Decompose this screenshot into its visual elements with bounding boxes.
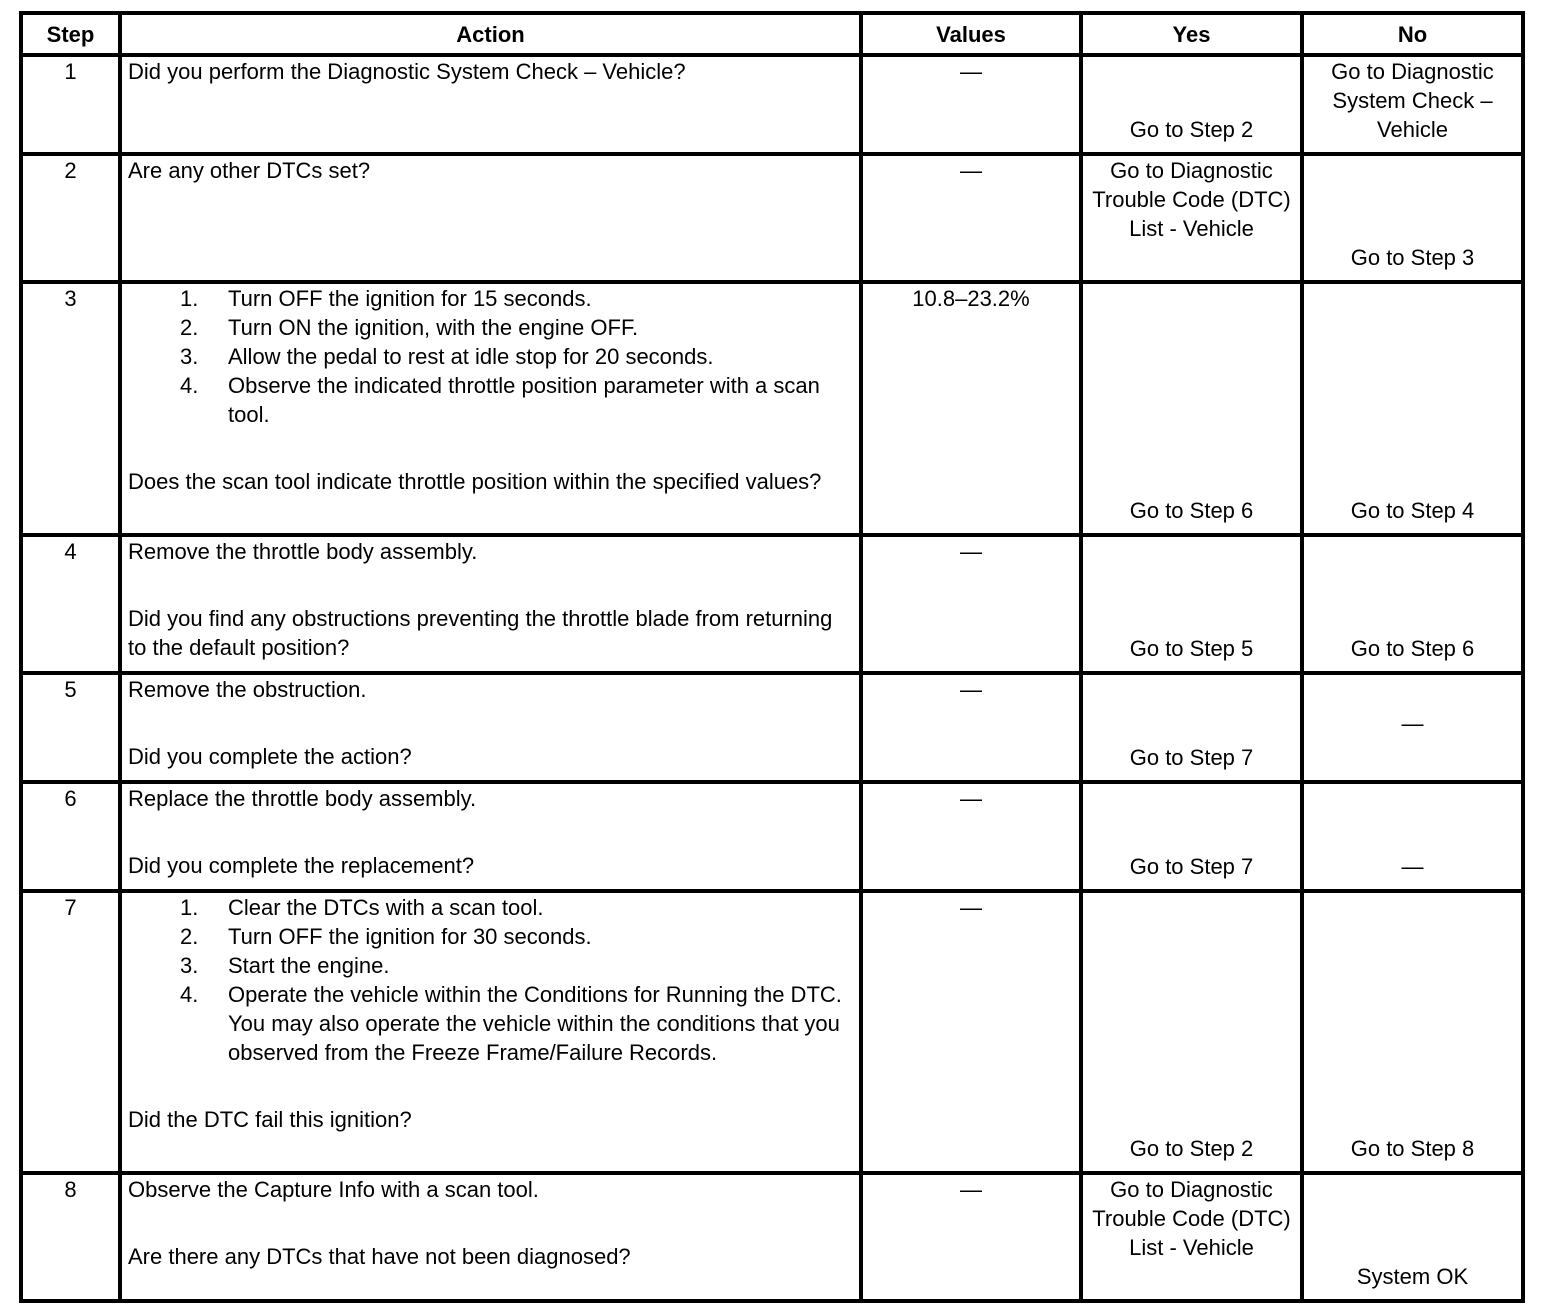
table-row [21, 154, 1523, 282]
no-text: Go to Diagnostic System Check – Vehicle [1331, 59, 1494, 142]
yes-cell [1081, 282, 1302, 535]
diagnostic-table [19, 11, 1525, 1303]
values-cell: — [861, 891, 1081, 1173]
no-cell [1302, 55, 1523, 154]
action-question: Did you complete the action? [128, 744, 412, 769]
table-row [21, 673, 1523, 782]
action-cell [120, 891, 861, 1173]
no-text: — [1401, 854, 1424, 879]
table-row [21, 55, 1523, 154]
list-item: 4. Operate the vehicle within the Conditions for Running the DTC. You may also operate the vehicle within the conditions that you observed from the Freeze Frame/Failure Records. [180, 982, 842, 1065]
step-number: 2 [21, 154, 120, 282]
step-number: 3 [21, 282, 120, 535]
header-yes: Yes [1081, 13, 1302, 55]
yes-text: Go to Diagnostic Trouble Code (DTC) List - Vehicle [1092, 1177, 1291, 1260]
yes-cell [1081, 673, 1302, 782]
no-cell [1302, 673, 1523, 782]
list-item: 1. Clear the DTCs with a scan tool. [180, 895, 544, 920]
action-cell [120, 1173, 861, 1301]
no-text: — [1401, 711, 1424, 736]
values-cell: — [861, 782, 1081, 891]
values-cell: — [861, 55, 1081, 154]
values-cell: — [861, 535, 1081, 673]
step-number: 4 [21, 535, 120, 673]
yes-cell [1081, 1173, 1302, 1301]
action-intro: Remove the throttle body assembly. [128, 539, 478, 564]
no-cell [1302, 535, 1523, 673]
yes-cell [1081, 535, 1302, 673]
list-item: 3. Start the engine. [180, 953, 390, 978]
yes-cell [1081, 891, 1302, 1173]
action-intro: Replace the throttle body assembly. [128, 786, 477, 811]
list-item: 3. Allow the pedal to rest at idle stop for 20 seconds. [180, 344, 714, 369]
table-row [21, 782, 1523, 891]
header-values: Values [861, 13, 1081, 55]
action-cell [120, 673, 861, 782]
values-cell: — [861, 154, 1081, 282]
action-question: Did you complete the replacement? [128, 853, 475, 878]
values-cell: — [861, 673, 1081, 782]
step-number: 7 [21, 891, 120, 1173]
action-question: Are any other DTCs set? [128, 158, 371, 183]
yes-text: Go to Step 5 [1129, 636, 1254, 661]
table-row [21, 891, 1523, 1173]
action-steps-list [128, 284, 853, 429]
no-text: Go to Step 4 [1350, 498, 1475, 523]
action-cell [120, 55, 861, 154]
yes-text: Go to Diagnostic Trouble Code (DTC) List - Vehicle [1092, 158, 1291, 241]
step-number: 8 [21, 1173, 120, 1301]
header-step: Step [21, 13, 120, 55]
yes-text: Go to Step 6 [1129, 498, 1254, 523]
action-cell [120, 535, 861, 673]
header-action: Action [120, 13, 861, 55]
header-no: No [1302, 13, 1523, 55]
values-cell: 10.8–23.2% [861, 282, 1081, 535]
step-number: 1 [21, 55, 120, 154]
yes-text: Go to Step 7 [1129, 854, 1254, 879]
action-question: Are there any DTCs that have not been diagnosed? [128, 1244, 631, 1269]
step-number: 6 [21, 782, 120, 891]
action-cell [120, 782, 861, 891]
yes-text: Go to Step 2 [1129, 117, 1254, 142]
action-cell [120, 154, 861, 282]
action-question: Did the DTC fail this ignition? [128, 1107, 412, 1132]
action-question: Did you perform the Diagnostic System Check – Vehicle? [128, 59, 686, 84]
action-steps-list [128, 893, 853, 1067]
list-item: 4. Observe the indicated throttle position parameter with a scan tool. [180, 373, 820, 427]
no-cell [1302, 154, 1523, 282]
table-row [21, 282, 1523, 535]
yes-text: Go to Step 2 [1129, 1136, 1254, 1161]
action-cell [120, 282, 861, 535]
yes-cell [1081, 154, 1302, 282]
list-item: 2. Turn ON the ignition, with the engine OFF. [180, 315, 639, 340]
action-intro: Remove the obstruction. [128, 677, 367, 702]
table-row [21, 535, 1523, 673]
yes-text: Go to Step 7 [1129, 745, 1254, 770]
yes-cell [1081, 55, 1302, 154]
list-item: 1. Turn OFF the ignition for 15 seconds. [180, 286, 592, 311]
values-cell: — [861, 1173, 1081, 1301]
no-text: System OK [1356, 1264, 1469, 1289]
no-text: Go to Step 8 [1350, 1136, 1475, 1161]
no-cell [1302, 1173, 1523, 1301]
yes-cell [1081, 782, 1302, 891]
list-item: 2. Turn OFF the ignition for 30 seconds. [180, 924, 592, 949]
no-cell [1302, 782, 1523, 891]
action-intro: Observe the Capture Info with a scan tool. [128, 1177, 539, 1202]
no-cell [1302, 891, 1523, 1173]
step-number: 5 [21, 673, 120, 782]
no-cell [1302, 282, 1523, 535]
no-text: Go to Step 3 [1350, 245, 1475, 270]
no-text: Go to Step 6 [1350, 636, 1475, 661]
action-question: Did you find any obstructions preventing the throttle blade from returning to the default position? [128, 606, 833, 660]
table-row [21, 1173, 1523, 1301]
header-row [21, 13, 1523, 55]
action-question: Does the scan tool indicate throttle position within the specified values? [128, 469, 822, 494]
